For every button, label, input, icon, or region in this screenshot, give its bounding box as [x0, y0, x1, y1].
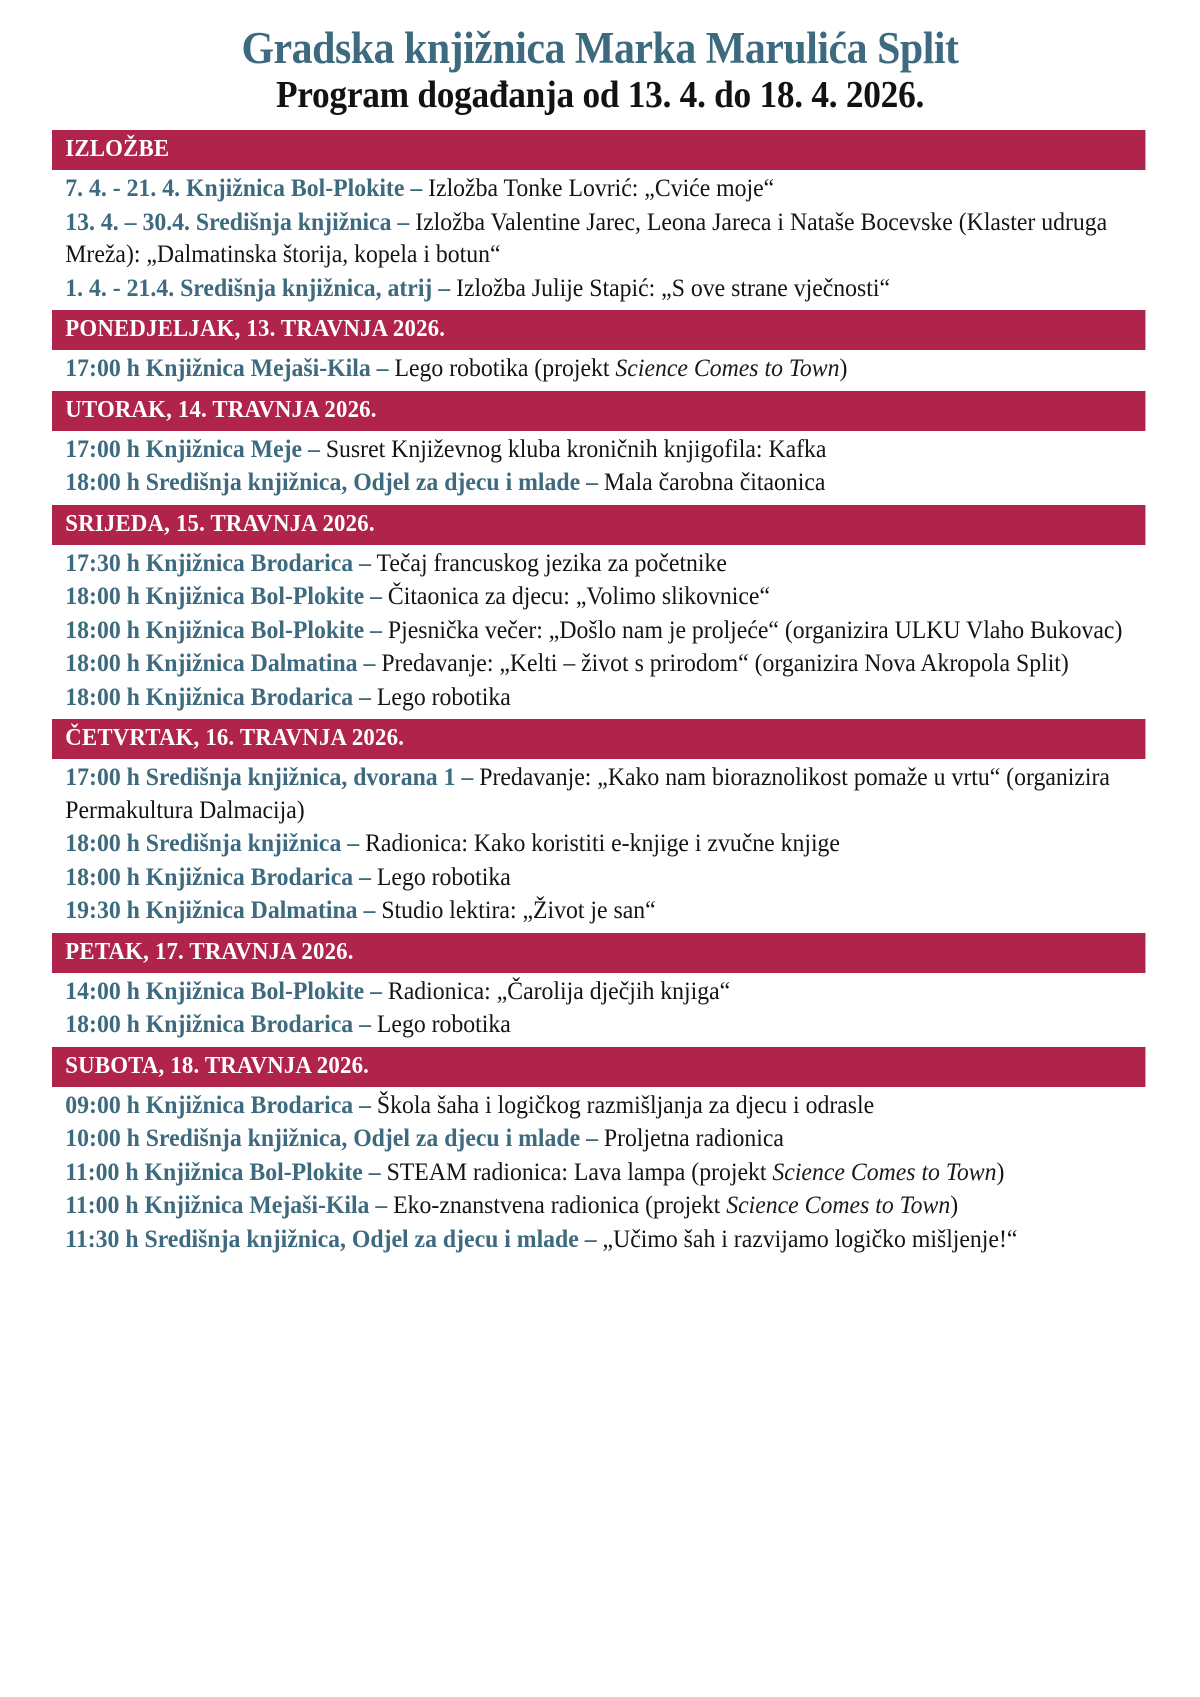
event-venue-time: 13. 4. – 30.4. Središnja knjižnica [65, 208, 392, 236]
event-description-tail: ) [839, 355, 848, 383]
event-description: Proljetna radionica [603, 1125, 784, 1153]
event-row [52, 648, 1145, 681]
event-separator: – [438, 274, 451, 302]
event-description: Susret Književnog kluba kroničnih knjigofila: Kafka [325, 435, 827, 463]
event-venue-time: 18:00 h Knjižnica Brodarica [65, 1011, 354, 1039]
event-row [52, 434, 1145, 467]
event-separator: – [363, 897, 376, 925]
event-description: Eko-znanstvena radionica (projekt [393, 1192, 727, 1220]
event-row [52, 207, 1145, 272]
event-description: Predavanje: „Kako nam bioraznolikost pomaže u vrtu“ (organizira Permakultura Dalmacija) [65, 764, 1110, 824]
event-row [52, 862, 1145, 895]
event-venue-time: 18:00 h Knjižnica Brodarica [65, 683, 354, 711]
event-separator: – [376, 355, 389, 383]
event-row [52, 1224, 1145, 1257]
page-title: Gradska knjižnica Marka Marulića Split [241, 23, 959, 73]
event-venue-time: 18:00 h Središnja knjižnica, Odjel za djecu i mlade [65, 469, 581, 497]
event-description: Predavanje: „Kelti – život s prirodom“ (organizira Nova Akropola Split) [381, 650, 1069, 678]
event-row [52, 173, 1145, 206]
event-description: Škola šaha i logičkog razmišljanja za djecu i odrasle [376, 1091, 875, 1119]
event-project-name: Science Comes to Town [726, 1192, 951, 1220]
event-description-tail: ) [996, 1158, 1005, 1186]
event-description: Studio lektira: „Život je san“ [381, 897, 656, 925]
event-venue-time: 1. 4. - 21.4. Središnja knjižnica, atrij [65, 274, 433, 302]
event-venue-time: 18:00 h Središnja knjižnica [65, 830, 342, 858]
event-row [52, 1009, 1145, 1042]
event-separator: – [375, 1192, 388, 1220]
event-description: Čitaonica za djecu: „Volimo slikovnice“ [387, 583, 770, 611]
event-description: Izložba Tonke Lovrić: „Cviće moje“ [428, 175, 775, 203]
title-block [52, 24, 1148, 116]
event-row [52, 353, 1145, 386]
event-description: Pjesnička večer: „Došlo nam je proljeće“ (organizira ULKU Vlaho Bukovac) [387, 616, 1123, 644]
section-banner: IZLOŽBE [52, 130, 1145, 170]
event-row [52, 1190, 1145, 1223]
event-row [52, 976, 1145, 1009]
event-description: Izložba Valentine Jarec, Leona Jareca i Nataše Bocevske (Klaster udruga Mreža): „Dalmatinska štorija, kopela i botun“ [65, 208, 1108, 269]
event-venue-time: 18:00 h Knjižnica Dalmatina [65, 650, 358, 678]
event-separator: – [586, 469, 598, 497]
event-description: Izložba Julije Stapić: „S ove strane vječnosti“ [456, 274, 891, 302]
event-separator: – [586, 1125, 598, 1153]
event-separator: – [359, 549, 371, 577]
event-separator: – [359, 683, 371, 711]
event-list [52, 173, 1148, 305]
event-description: Lego robotika [376, 683, 511, 711]
event-description: Lego robotika [376, 863, 511, 891]
event-row [52, 273, 1145, 306]
event-description: Mala čarobna čitaonica [603, 469, 826, 497]
event-separator: – [370, 977, 382, 1005]
event-list [52, 548, 1148, 715]
event-venue-time: 17:00 h Središnja knjižnica, dvorana 1 [65, 764, 456, 792]
event-description: „Učimo šah i razvijamo logičko mišljenje!“ [602, 1225, 1018, 1253]
event-row [52, 1090, 1145, 1123]
event-row [52, 762, 1145, 827]
event-venue-time: 14:00 h Knjižnica Bol-Plokite [65, 977, 365, 1005]
event-venue-time: 09:00 h Knjižnica Brodarica [65, 1091, 354, 1119]
event-separator: – [308, 435, 320, 463]
event-row [52, 467, 1145, 500]
event-separator: – [368, 1158, 381, 1186]
section-banner: ČETVRTAK, 16. TRAVNJA 2026. [52, 719, 1145, 759]
section-banner: PETAK, 17. TRAVNJA 2026. [52, 933, 1145, 973]
section-banner: PONEDJELJAK, 13. TRAVNJA 2026. [52, 310, 1145, 350]
event-list [52, 1090, 1148, 1257]
event-description: Lego robotika [376, 1011, 511, 1039]
event-row [52, 828, 1145, 861]
event-separator: – [359, 863, 371, 891]
event-list [52, 353, 1148, 386]
event-row [52, 1123, 1145, 1156]
event-row [52, 615, 1145, 648]
event-venue-time: 11:00 h Knjižnica Bol-Plokite [65, 1158, 363, 1186]
event-list [52, 434, 1148, 500]
program-sections [52, 130, 1148, 1256]
event-venue-time: 18:00 h Knjižnica Brodarica [65, 863, 354, 891]
event-project-name: Science Comes to Town [615, 355, 840, 383]
event-description: Lego robotika (projekt [394, 355, 616, 383]
event-venue-time: 18:00 h Knjižnica Bol-Plokite [65, 616, 365, 644]
event-venue-time: 10:00 h Središnja knjižnica, Odjel za djecu i mlade [65, 1125, 581, 1153]
event-venue-time: 17:00 h Knjižnica Mejaši-Kila [65, 355, 371, 383]
event-description: Radionica: „Čarolija dječjih knjiga“ [387, 977, 731, 1005]
event-separator: – [397, 208, 410, 236]
section-banner: SRIJEDA, 15. TRAVNJA 2026. [52, 505, 1145, 545]
event-row [52, 1157, 1145, 1190]
event-description: Radionica: Kako koristiti e-knjige i zvučne knjige [365, 830, 840, 858]
event-separator: – [370, 616, 382, 644]
event-row [52, 895, 1145, 928]
event-description: STEAM radionica: Lava lampa (projekt [386, 1158, 773, 1186]
event-separator: – [461, 764, 474, 792]
section-banner: UTORAK, 14. TRAVNJA 2026. [52, 391, 1145, 431]
event-venue-time: 7. 4. - 21. 4. Knjižnica Bol-Plokite [65, 175, 405, 203]
event-separator: – [410, 175, 423, 203]
event-row [52, 682, 1145, 715]
event-venue-time: 19:30 h Knjižnica Dalmatina [65, 897, 358, 925]
event-separator: – [359, 1091, 371, 1119]
event-separator: – [370, 583, 382, 611]
event-description-tail: ) [950, 1192, 959, 1220]
event-venue-time: 11:00 h Knjižnica Mejaši-Kila [65, 1192, 370, 1220]
event-venue-time: 18:00 h Knjižnica Bol-Plokite [65, 583, 365, 611]
event-description: Tečaj francuskog jezika za početnike [376, 549, 727, 577]
event-list [52, 762, 1148, 928]
event-list [52, 976, 1148, 1042]
event-project-name: Science Comes to Town [772, 1158, 997, 1186]
event-separator: – [363, 650, 376, 678]
page-subtitle: Program događanja od 13. 4. do 18. 4. 2026. [275, 73, 925, 116]
event-venue-time: 11:30 h Središnja knjižnica, Odjel za djecu i mlade [65, 1225, 579, 1253]
event-venue-time: 17:30 h Knjižnica Brodarica [65, 549, 354, 577]
event-row [52, 581, 1145, 614]
event-separator: – [359, 1011, 371, 1039]
event-separator: – [584, 1225, 597, 1253]
event-separator: – [347, 830, 360, 858]
event-row [52, 548, 1145, 581]
section-banner: SUBOTA, 18. TRAVNJA 2026. [52, 1047, 1145, 1087]
event-venue-time: 17:00 h Knjižnica Meje [65, 435, 303, 463]
